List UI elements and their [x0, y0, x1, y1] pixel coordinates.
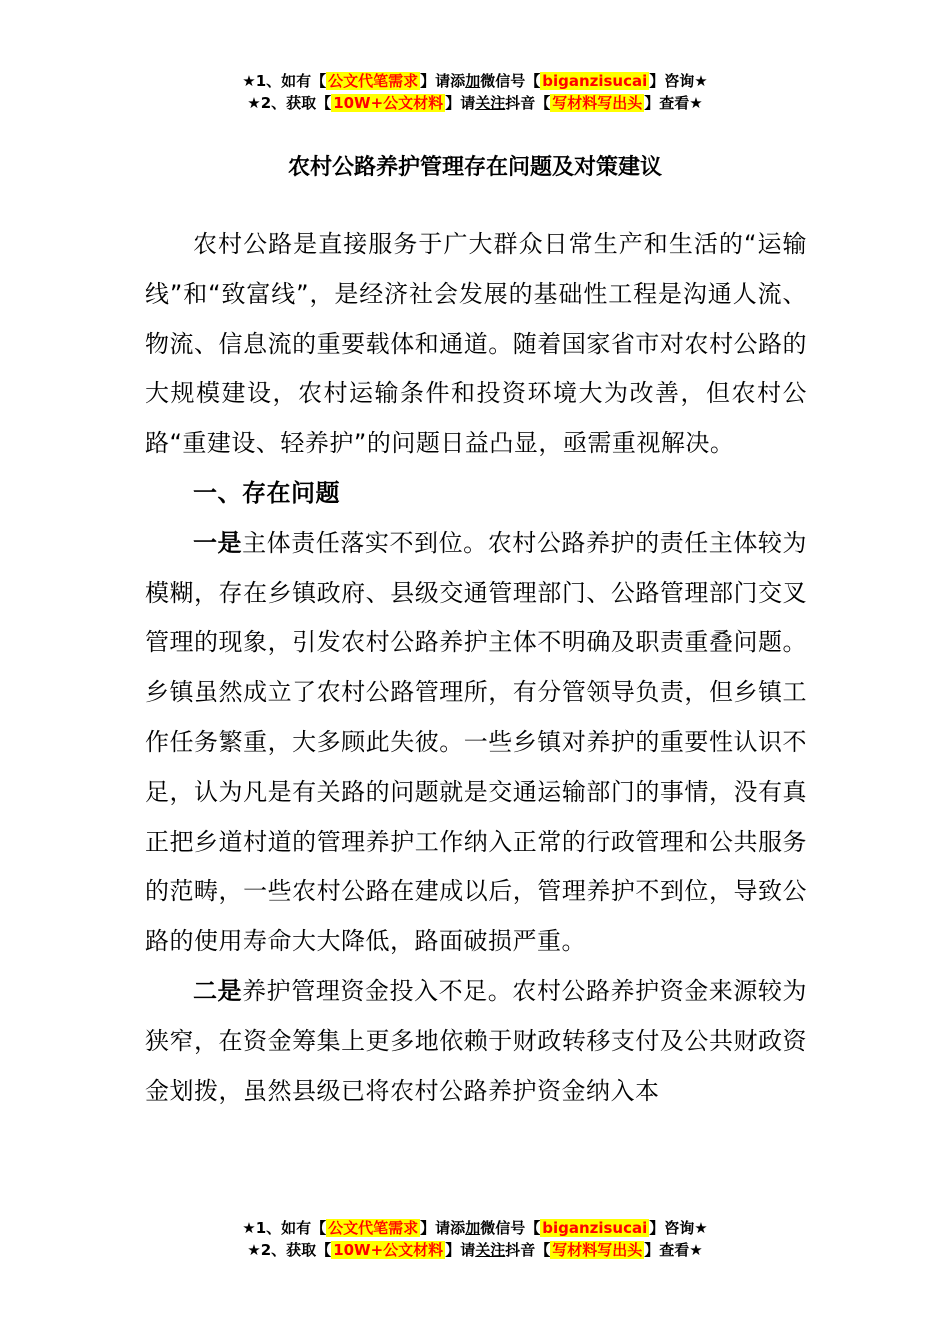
banner-emphasis: 加	[465, 1219, 481, 1237]
banner-highlight: 10W+公文材料	[333, 1241, 444, 1259]
banner-text: 抖音【	[505, 1241, 551, 1259]
banner-text: 】查看★	[644, 1241, 703, 1259]
banner-line-1	[0, 1217, 950, 1239]
section-heading: 一、存在问题	[193, 478, 340, 507]
banner-line-1	[0, 70, 950, 92]
banner-text: 】咨询★	[649, 72, 708, 90]
banner-text: 】请添	[420, 72, 466, 90]
point-text: 养护管理资金投入不足。农村公路养护资金来源较为狭窄，在资金筹集上更多地依赖于财政转移支付及公共财政资金划拨，虽然县级已将农村公路养护资金纳入本	[145, 976, 807, 1105]
document-title: 农村公路养护管理存在问题及对策建议	[287, 155, 662, 180]
banner-wechat-id: biganzisucai	[542, 72, 648, 90]
banner-douyin-name: 写材料写出头	[552, 1241, 643, 1259]
banner-highlight: 公文代笔需求	[328, 1219, 419, 1237]
banner-text: 】咨询★	[649, 1219, 708, 1237]
point-paragraph-1	[145, 519, 807, 967]
point-lead: 二是	[193, 976, 243, 1005]
footer-banner	[0, 1217, 950, 1261]
document-body	[145, 220, 807, 1116]
banner-emphasis: 加	[465, 72, 481, 90]
banner-text: 】请	[445, 94, 476, 112]
banner-text: ★2、获取【	[247, 94, 332, 112]
banner-text: 微信号【	[480, 72, 541, 90]
banner-emphasis: 关注	[475, 1241, 506, 1259]
banner-line-2	[0, 92, 950, 114]
banner-wechat-id: biganzisucai	[542, 1219, 648, 1237]
banner-highlight: 公文代笔需求	[328, 72, 419, 90]
banner-text: 】查看★	[644, 94, 703, 112]
point-text: 主体责任落实不到位。农村公路养护的责任主体较为模糊，存在乡镇政府、县级交通管理部门、公路管理部门交叉管理的现象，引发农村公路养护主体不明确及职责重叠问题。乡镇虽然成立了农村公路管理所，有分管领导负责，但乡镇工作任务繁重，大多顾此失彼。一些乡镇对养护的重要性认识不足，认为凡是有关路的问题就是交通运输部门的事情，没有真正把乡道村道的管理养护工作纳入正常的行政管理和公共服务的范畴，一些农村公路在建成以后，管理养护不到位，导致公路的使用寿命大大降低，路面破损严重。	[145, 528, 807, 956]
banner-text: ★1、如有【	[242, 1219, 327, 1237]
banner-text: ★2、获取【	[247, 1241, 332, 1259]
banner-text: 】请添	[420, 1219, 466, 1237]
banner-douyin-name: 写材料写出头	[552, 94, 643, 112]
banner-line-2	[0, 1239, 950, 1261]
banner-text: 微信号【	[480, 1219, 541, 1237]
intro-paragraph: 农村公路是直接服务于广大群众日常生产和生活的“运输线”和“致富线”，是经济社会发展的基础性工程是沟通人流、物流、信息流的重要载体和通道。随着国家省市对农村公路的大规模建设，农村运输条件和投资环境大为改善，但农村公路“重建设、轻养护”的问题日益凸显，亟需重视解决。	[145, 230, 807, 458]
point-paragraph-2	[145, 967, 807, 1116]
point-lead: 一是	[193, 528, 243, 557]
banner-text: 】请	[445, 1241, 476, 1259]
banner-highlight: 10W+公文材料	[333, 94, 444, 112]
banner-text: 抖音【	[505, 94, 551, 112]
header-banner	[0, 70, 950, 114]
banner-emphasis: 关注	[475, 94, 506, 112]
banner-text: ★1、如有【	[242, 72, 327, 90]
